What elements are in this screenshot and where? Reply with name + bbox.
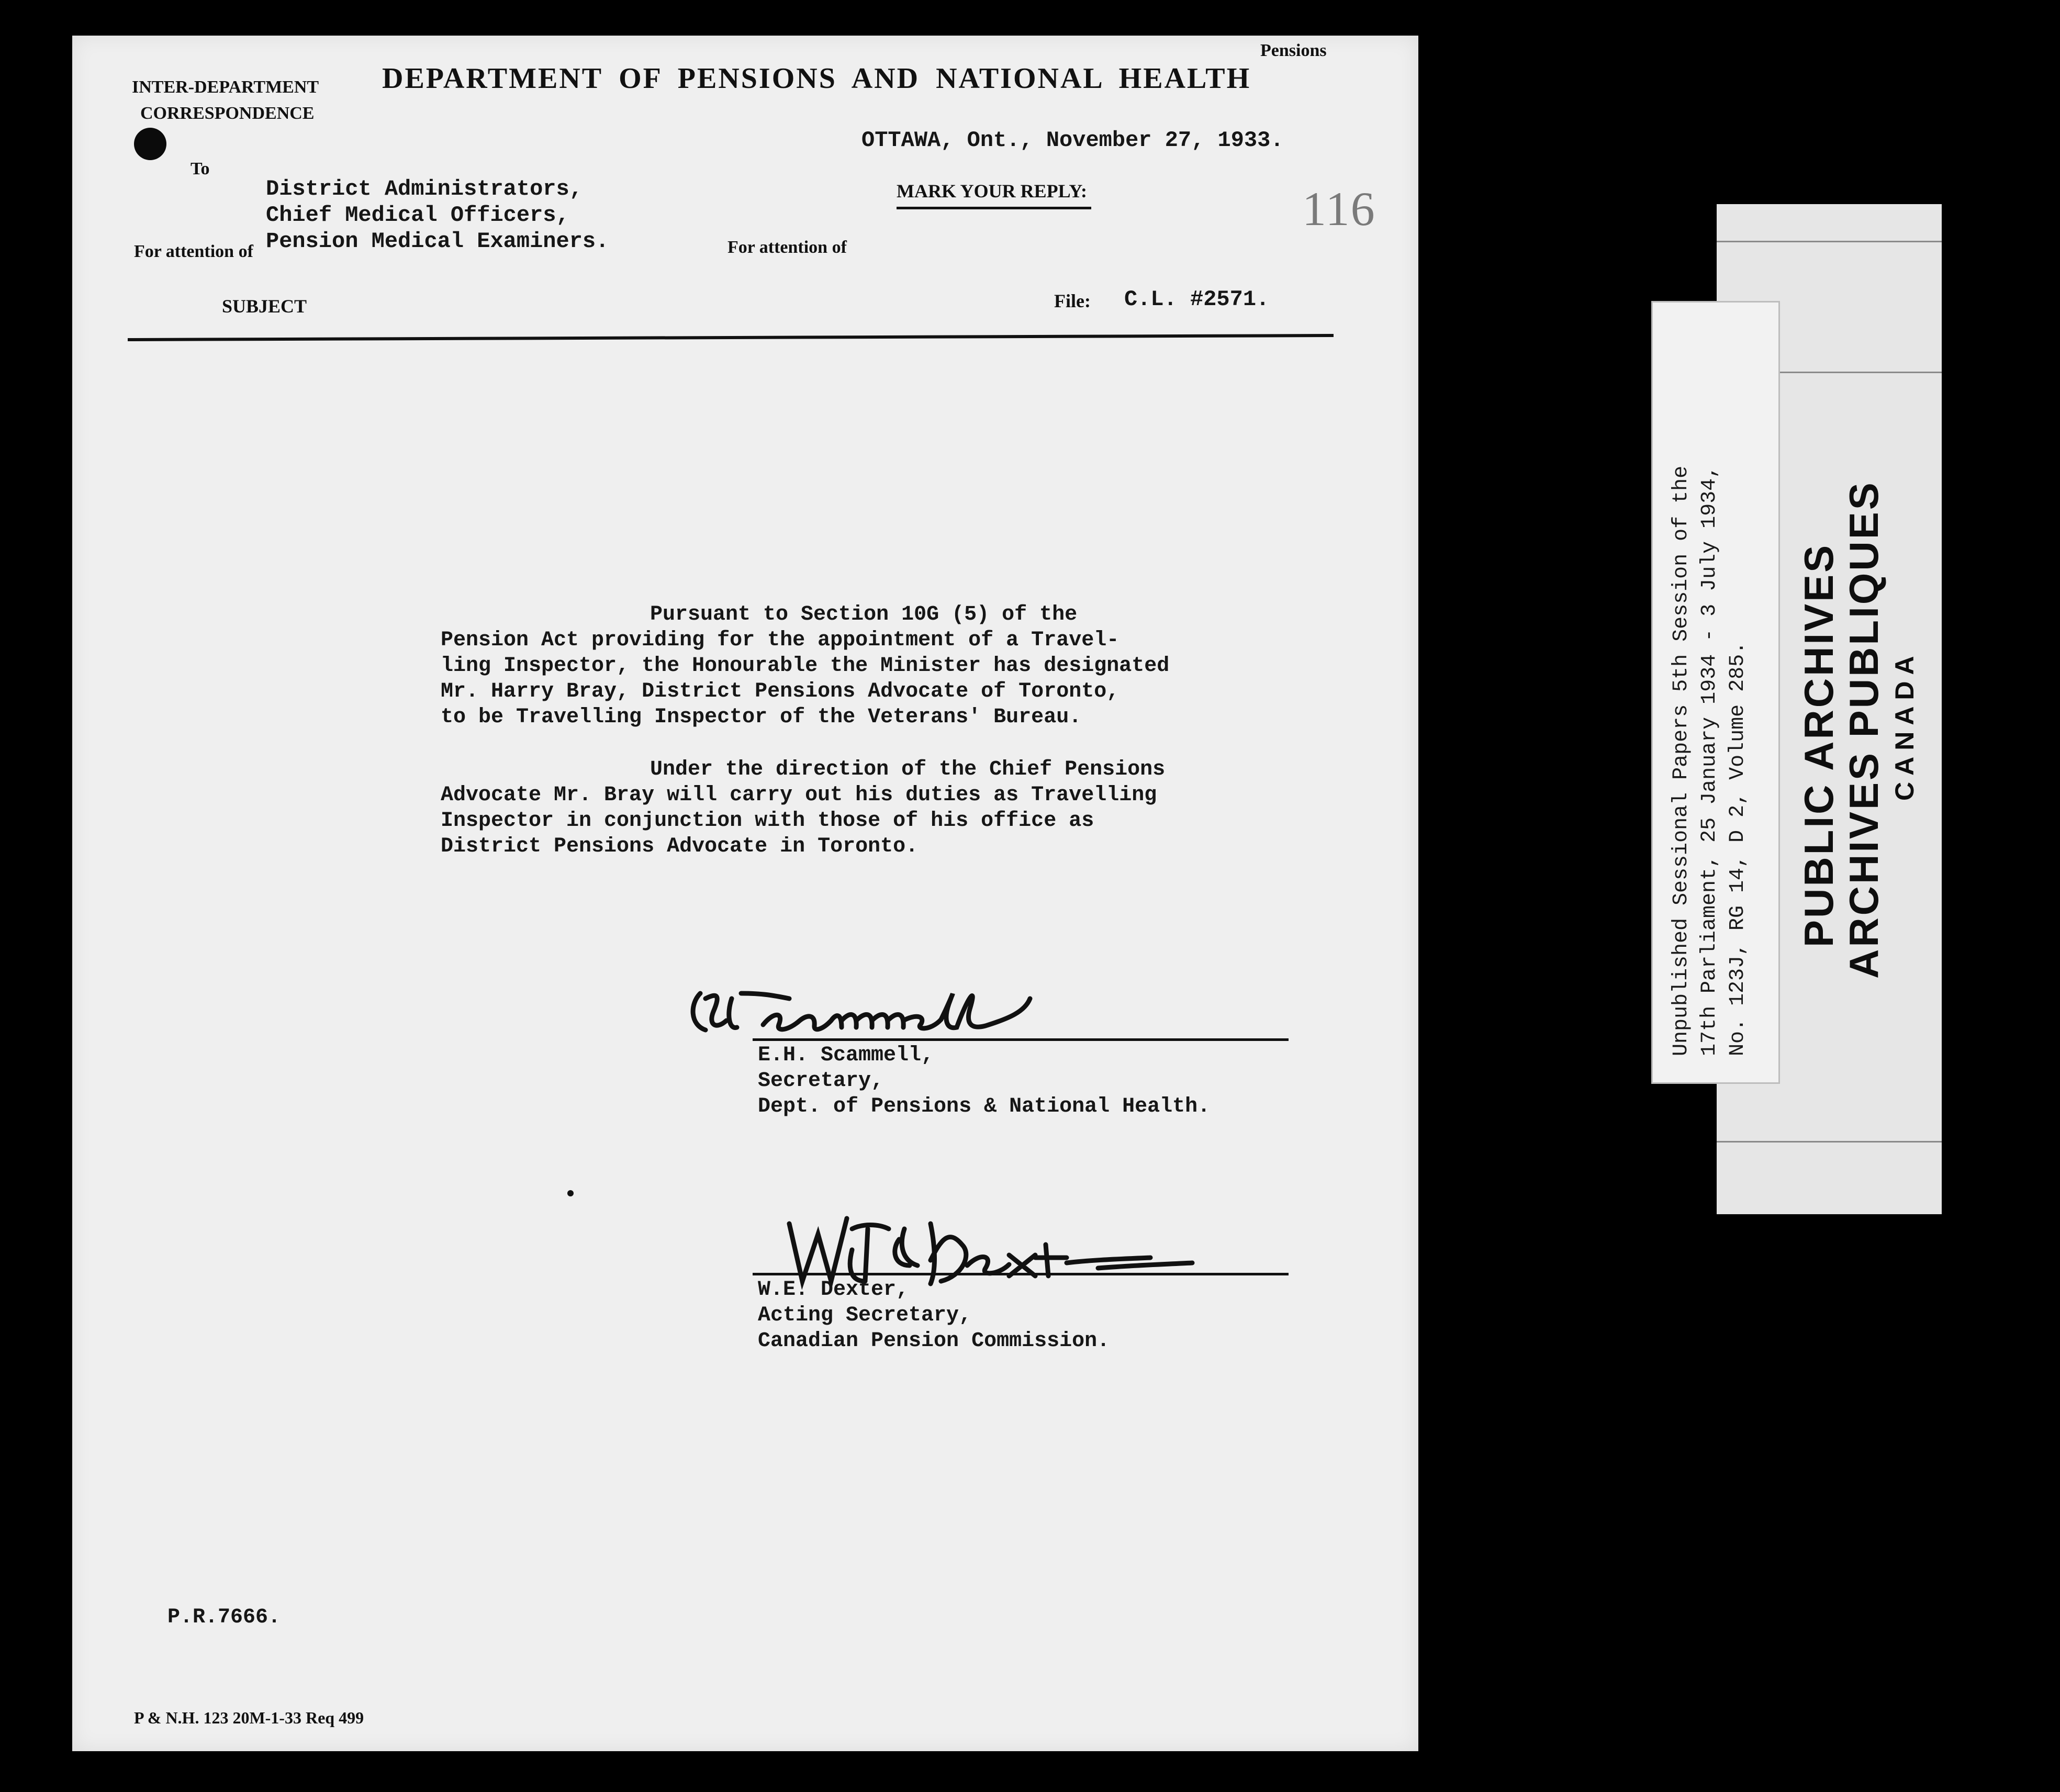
signature-line-2 — [753, 1273, 1289, 1275]
attention-label-right: For attention of — [727, 238, 847, 257]
correspondence-label-1: INTER-DEPARTMENT — [132, 77, 319, 97]
punch-hole-mark — [134, 128, 166, 160]
file-label: File: — [1054, 290, 1091, 311]
citation-line-3: No. 123J, RG 14, D 2, Volume 285. — [1726, 641, 1750, 1056]
paragraph-1-line-2: Pension Act providing for the appointment of a Travel- — [441, 629, 1119, 652]
signatory-1-dept: Dept. of Pensions & National Health. — [758, 1095, 1211, 1118]
ink-speck — [567, 1190, 574, 1196]
header-divider — [128, 334, 1334, 341]
signatory-2-name: W.E. Dexter, — [758, 1278, 909, 1302]
archive-line-1: PUBLIC ARCHIVES — [1796, 543, 1842, 947]
recipient-2: Chief Medical Officers, — [266, 203, 569, 228]
signatory-2-org: Canadian Pension Commission. — [758, 1329, 1110, 1353]
paragraph-2-line-3: Inspector in conjunction with those of his office as — [441, 809, 1094, 833]
archive-citation-card — [1651, 301, 1780, 1084]
paragraph-1-line-5: to be Travelling Inspector of the Veterans' Bureau. — [441, 705, 1082, 729]
mark-reply-underline — [897, 207, 1091, 209]
signatory-1-title: Secretary, — [758, 1069, 884, 1093]
paragraph-1-line-4: Mr. Harry Bray, District Pensions Advocate of Toronto, — [441, 680, 1119, 703]
paragraph-2-line-4: District Pensions Advocate in Toronto. — [441, 835, 919, 858]
recipient-3: Pension Medical Examiners. — [266, 229, 609, 254]
mark-reply-label: MARK YOUR REPLY: — [897, 181, 1088, 201]
paragraph-1-line-3: ling Inspector, the Honourable the Minister has designated — [441, 654, 1170, 678]
paragraph-1-line-1: Pursuant to Section 10G (5) of the — [650, 603, 1078, 626]
attention-label-left: For attention of — [134, 242, 253, 261]
signature-line-1 — [753, 1038, 1289, 1041]
paragraph-2-line-1: Under the direction of the Chief Pensions — [650, 758, 1166, 781]
form-number: P & N.H. 123 20M-1-33 Req 499 — [134, 1708, 364, 1727]
department-title: DEPARTMENT OF PENSIONS AND NATIONAL HEALTH — [382, 62, 1251, 95]
to-label: To — [191, 159, 210, 178]
paragraph-2-line-2: Advocate Mr. Bray will carry out his duties as Travelling — [441, 783, 1157, 807]
corner-tag: Pensions — [1260, 41, 1327, 60]
recipient-1: District Administrators, — [266, 176, 583, 201]
citation-line-2: 17th Parliament, 25 January 1934 - 3 July 1934, — [1698, 465, 1721, 1056]
signatory-1-name: E.H. Scammell, — [758, 1044, 934, 1067]
subject-label: SUBJECT — [222, 296, 307, 317]
place-date: OTTAWA, Ont., November 27, 1933. — [861, 128, 1284, 153]
citation-line-1: Unpublished Sessional Papers 5th Session of the — [1670, 465, 1693, 1056]
reference-number: P.R.7666. — [167, 1606, 281, 1629]
archive-line-2: ARCHIVES PUBLIQUES — [1841, 480, 1887, 979]
document-page — [72, 36, 1418, 1751]
signatory-2-title: Acting Secretary, — [758, 1304, 972, 1327]
correspondence-label-2: CORRESPONDENCE — [140, 104, 315, 123]
file-number: C.L. #2571. — [1124, 287, 1270, 312]
page-stamp: 116 — [1302, 182, 1376, 236]
archive-line-3: CANADA — [1890, 649, 1919, 801]
